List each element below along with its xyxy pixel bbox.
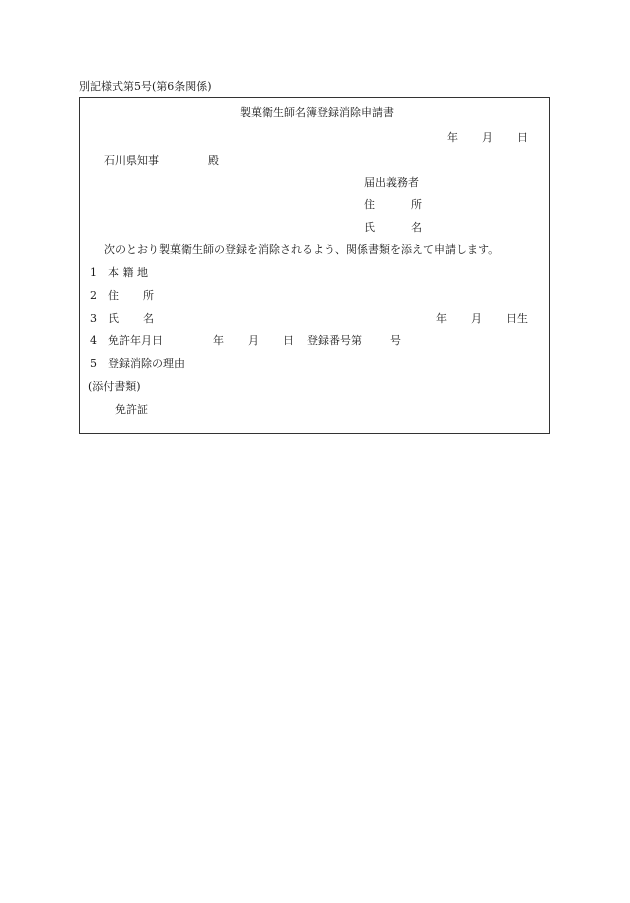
form-label: 別記様式第5号(第6条関係) xyxy=(79,80,212,93)
item-4-label: 免許年月日 xyxy=(108,334,163,347)
body-text: 次のとおり製菓衛生師の登録を消除されるよう、関係書類を添えて申請します。 xyxy=(104,243,500,256)
attachment-item: 免許証 xyxy=(115,403,148,416)
item-1-label: 本 籍 地 xyxy=(108,266,148,279)
item-5-number: 5 xyxy=(90,357,97,370)
applicant-address-label-b: 所 xyxy=(411,198,422,211)
item-4-day: 日 xyxy=(283,334,294,347)
item-3-label-a: 氏 xyxy=(108,312,119,325)
form-box xyxy=(79,97,550,434)
item-4-month: 月 xyxy=(248,334,259,347)
addressee-name: 石川県知事 xyxy=(104,154,159,167)
applicant-name-label-a: 氏 xyxy=(364,221,375,234)
item-3-number: 3 xyxy=(90,312,97,325)
applicant-heading: 届出義務者 xyxy=(364,176,419,189)
item-4-reg-prefix: 登録番号第 xyxy=(307,334,362,347)
date-month: 月 xyxy=(482,131,493,144)
item-4-reg-suffix: 号 xyxy=(390,334,401,347)
date-day: 日 xyxy=(517,131,528,144)
item-2-label-b: 所 xyxy=(143,289,154,302)
applicant-address-label-a: 住 xyxy=(364,198,375,211)
item-4-number: 4 xyxy=(90,334,97,347)
item-3-birthday: 日生 xyxy=(506,312,528,325)
item-2-label-a: 住 xyxy=(108,289,119,302)
item-3-year: 年 xyxy=(436,312,447,325)
form-title: 製菓衛生師名簿登録消除申請書 xyxy=(240,106,394,119)
addressee-honorific: 殿 xyxy=(208,154,219,167)
applicant-name-label-b: 名 xyxy=(411,221,422,234)
attachments-heading: (添付書類) xyxy=(88,380,141,393)
item-2-number: 2 xyxy=(90,289,97,302)
item-3-month: 月 xyxy=(471,312,482,325)
date-year: 年 xyxy=(447,131,458,144)
item-4-year: 年 xyxy=(213,334,224,347)
item-1-number: 1 xyxy=(90,266,97,279)
item-3-label-b: 名 xyxy=(143,312,154,325)
item-5-label: 登録消除の理由 xyxy=(108,357,185,370)
